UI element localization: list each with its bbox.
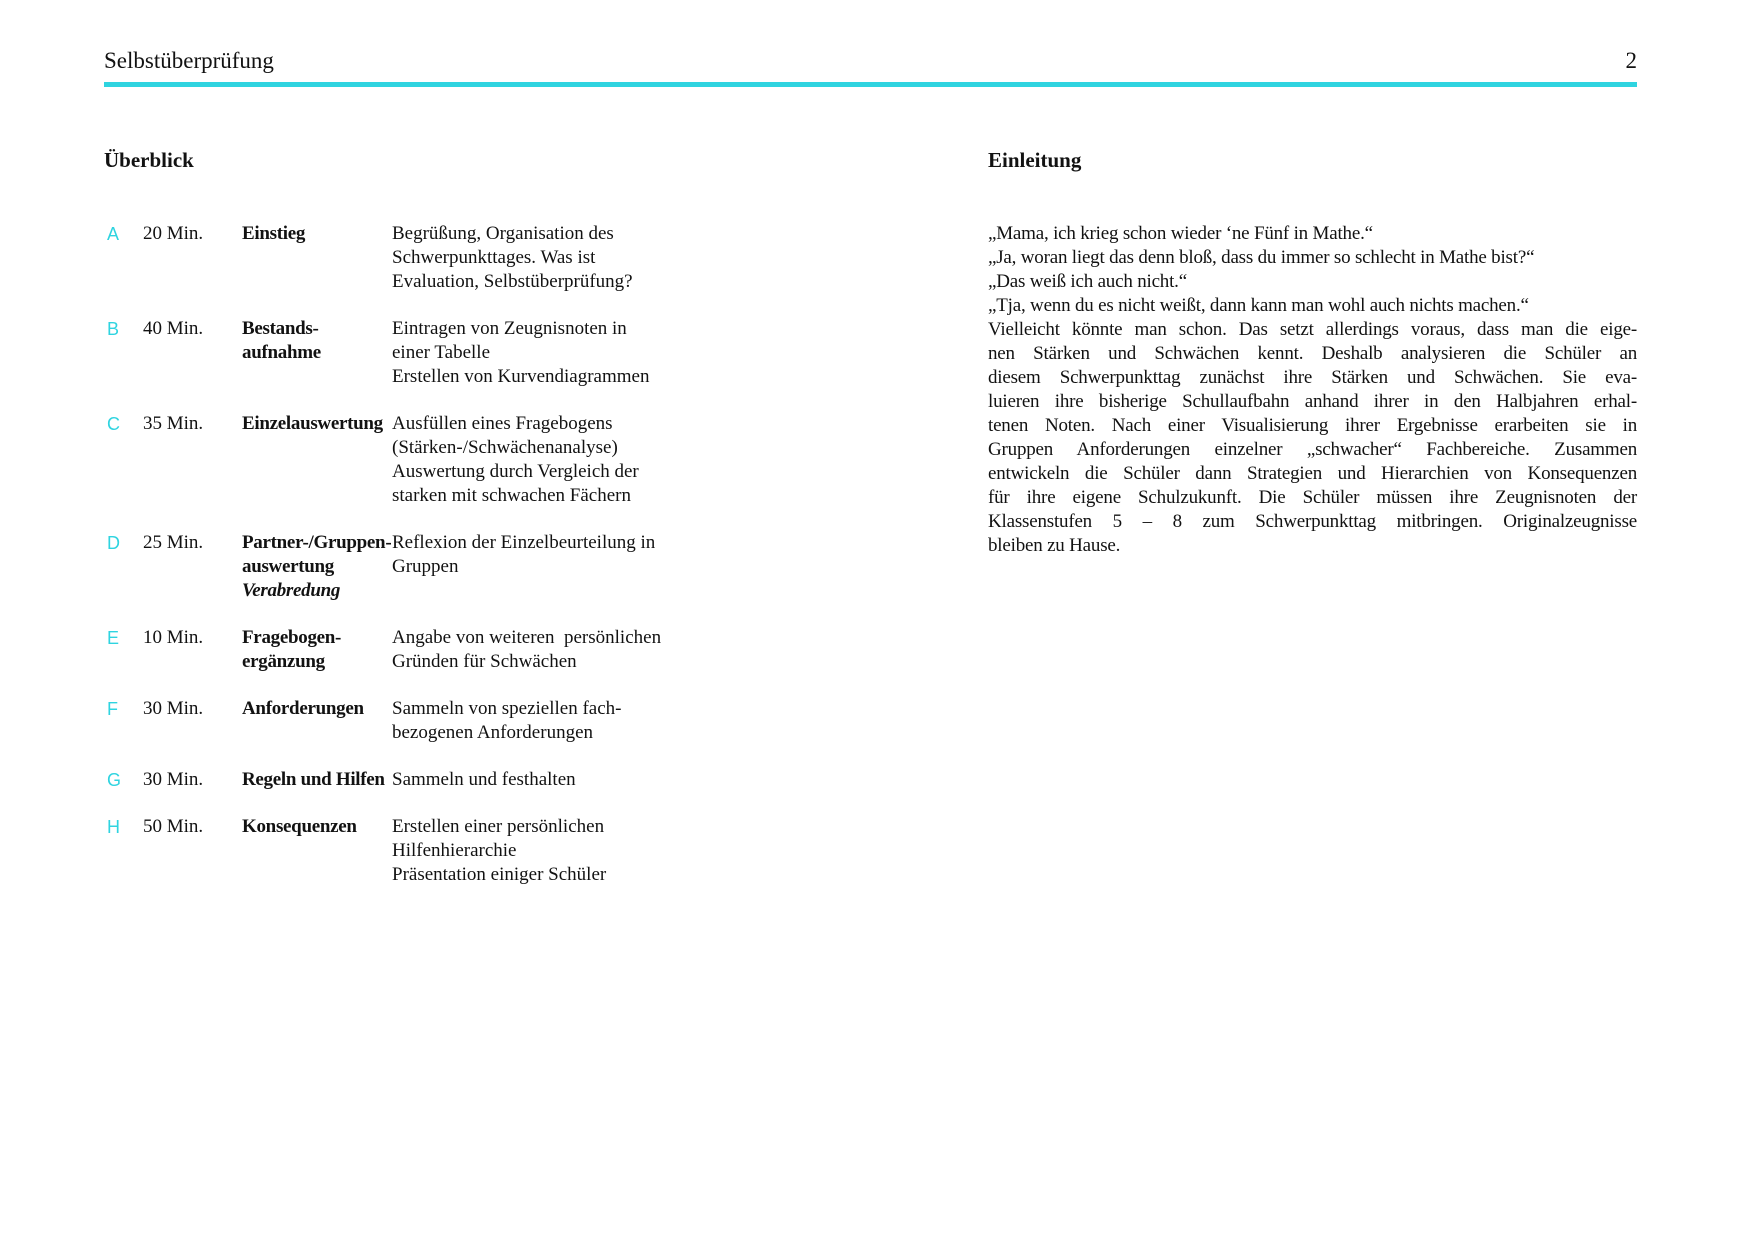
step-description-line: Präsentation einiger Schüler [392,864,607,885]
step-title [242,531,392,603]
step-duration: 35 Min. [143,413,204,434]
running-header-title: Selbstüberprüfung [104,48,274,73]
step-description-line: Erstellen von Kurvendiagrammen [392,366,650,387]
step-letter: D [107,533,120,553]
step-description-line: Begrüßung, Organisation des [392,223,614,244]
step-duration: 50 Min. [143,816,204,837]
table-row [104,768,988,792]
paragraph-line: Klassenstufen 5 – 8 zum Schwerpunkttag mitbringen. Originalzeugnisse [988,511,1637,532]
table-row [104,222,988,294]
step-letter: A [107,224,120,244]
step-title [242,317,392,389]
step-description [392,222,988,294]
step-description-line: bezogenen Anforderungen [392,722,594,743]
paragraph-line: diesem Schwerpunkttag zunächst ihre Stärken und Schwächen. Sie eva- [988,367,1637,388]
step-title [242,222,392,294]
step-letter: H [107,817,120,837]
table-row [104,626,988,674]
step-title [242,768,392,792]
step-title [242,815,392,887]
step-description-line: Hilfenhierarchie [392,840,517,861]
overview-section [104,147,988,910]
step-description [392,815,988,887]
paragraph-line: bleiben zu Hause. [988,535,1121,556]
step-description-line: Schwerpunkttages. Was ist [392,247,596,268]
step-title-line: Einstieg [242,223,306,244]
step-duration: 25 Min. [143,532,204,553]
step-duration: 10 Min. [143,627,204,648]
step-description-line: Erstellen einer persönlichen [392,816,605,837]
paragraph-line: tenen Noten. Nach einer Visualisierung ihrer Ergebnisse erarbeiten sie in [988,415,1637,436]
step-description-line: Angabe von weiteren persönlichen [392,627,662,648]
table-row [104,697,988,745]
step-description-line: Reflexion der Einzelbeurteilung in [392,532,656,553]
table-row [104,412,988,508]
paragraph-line: „Tja, wenn du es nicht weißt, dann kann man wohl auch nichts machen.“ [988,295,1529,316]
step-title-line: Partner-/Gruppen- [242,532,392,553]
step-description [392,317,988,389]
step-letter: F [107,699,118,719]
step-title-line: Anforderungen [242,698,364,719]
overview-table [104,222,988,887]
table-row [104,317,988,389]
step-description [392,531,988,603]
step-description [392,412,988,508]
step-description [392,768,988,792]
introduction-paragraph [988,222,1637,558]
step-description-line: Auswertung durch Vergleich der [392,461,639,482]
paragraph-line: Vielleicht könnte man schon. Das setzt allerdings voraus, dass man die eige- [988,319,1637,340]
paragraph-line: entwickeln die Schüler dann Strategien und Hierarchien von Konsequenzen [988,463,1637,484]
paragraph-line: luieren ihre bisherige Schullaufbahn anhand ihrer in den Halbjahren erhal- [988,391,1637,412]
introduction-heading: Einleitung [988,148,1082,172]
step-description [392,626,988,674]
step-title-line: Fragebogen- [242,627,342,648]
table-row [104,815,988,887]
paragraph-line: Gruppen Anforderungen einzelner „schwacher“ Fachbereiche. Zusammen [988,439,1637,460]
step-title [242,626,392,674]
overview-heading: Überblick [104,148,194,172]
step-description-line: Eintragen von Zeugnisnoten in [392,318,627,339]
paragraph-line: „Ja, woran liegt das denn bloß, dass du immer so schlecht in Mathe bist?“ [988,247,1535,268]
step-title-line: aufnahme [242,342,321,363]
step-letter: B [107,319,120,339]
step-title-line: Konsequenzen [242,816,357,837]
page-number: 2 [1625,48,1637,73]
page-header [104,46,1637,82]
paragraph-line: für ihre eigene Schulzukunft. Die Schüler müssen ihre Zeugnisnoten der [988,487,1637,508]
step-duration: 20 Min. [143,223,204,244]
step-description-line: einer Tabelle [392,342,491,363]
step-description [392,697,988,745]
step-title [242,412,392,508]
step-title-line: Einzelauswertung [242,413,383,434]
step-description-line: Sammeln und festhalten [392,769,576,790]
content-columns [104,147,1637,910]
step-title [242,697,392,745]
step-description-line: Gruppen [392,556,459,577]
step-title-line: Bestands- [242,318,319,339]
step-description-line: Evaluation, Selbstüberprüfung? [392,271,633,292]
step-letter: E [107,628,120,648]
paragraph-line: „Das weiß ich auch nicht.“ [988,271,1187,292]
step-title-line: auswertung [242,556,335,577]
paragraph-line: nen Stärken und Schwächen kennt. Deshalb analysieren die Schüler an [988,343,1637,364]
table-row [104,531,988,603]
step-title-line: Verabredung [242,580,341,601]
step-duration: 40 Min. [143,318,204,339]
introduction-section [988,147,1637,910]
step-description-line: starken mit schwachen Fächern [392,485,631,506]
step-description-line: Gründen für Schwächen [392,651,577,672]
step-description-line: Ausfüllen eines Fragebogens [392,413,613,434]
step-title-line: Regeln und Hilfen [242,769,385,790]
paragraph-line: „Mama, ich krieg schon wieder ‘ne Fünf in Mathe.“ [988,223,1373,244]
step-description-line: (Stärken-/Schwächenanalyse) [392,437,618,458]
header-rule-divider [104,82,1637,87]
step-duration: 30 Min. [143,698,204,719]
step-title-line: ergänzung [242,651,325,672]
step-letter: G [107,770,122,790]
step-description-line: Sammeln von speziellen fach- [392,698,622,719]
step-letter: C [107,414,120,434]
step-duration: 30 Min. [143,769,204,790]
